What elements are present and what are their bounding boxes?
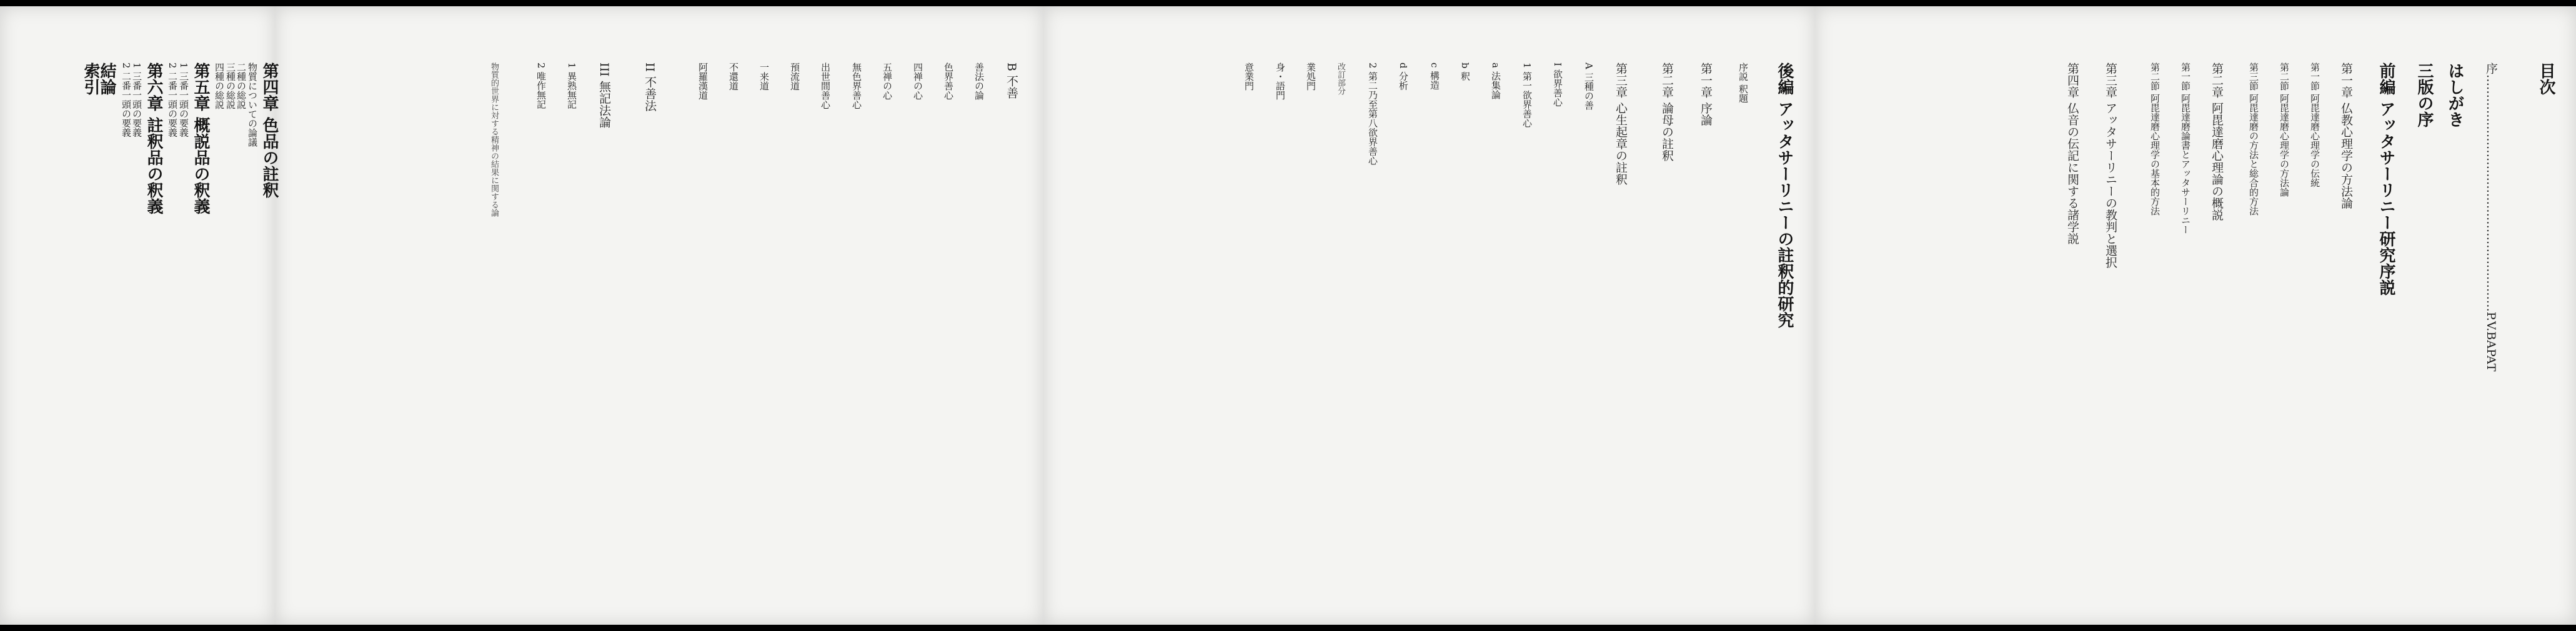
toc-line: 1 第一欲界善心 (1521, 62, 1533, 128)
toc-line: 業処門 (1305, 62, 1316, 91)
toc-line: 1 異熟無記 (566, 62, 577, 109)
toc-line: 物質的世界に対する精神の結果に関する論 (489, 62, 499, 217)
toc-line: 意業門 (1243, 62, 1255, 91)
toc-line: 第四章 仏音の伝記に関する諸学説 (2066, 62, 2079, 245)
toc-line: 身・語門 (1275, 62, 1286, 100)
toc-line: 二種の総説 (236, 62, 247, 109)
page-4 (0, 6, 279, 625)
page-2 (1043, 6, 1815, 625)
toc-line: 後編 アッタサーリニーの註釈的研究 (1775, 62, 1794, 329)
toc-line: 第一章 序論 (1699, 62, 1713, 126)
toc-line: 第一節 阿毘達磨論書とアッタサーリニー (2180, 62, 2191, 234)
toc-line: 四禅の心 (912, 62, 923, 100)
toc-line: A 三種の善 (1583, 62, 1594, 110)
toc-line: 第二章 阿毘達磨心理論の概説 (2210, 62, 2224, 221)
toc-line: 2 第二乃至第八欲界善心 (1367, 62, 1378, 166)
toc-line: 四種の総説 (214, 62, 225, 109)
page-1 (1815, 6, 2576, 625)
toc-line: 前編 アッタサーリニー研究序説 (2377, 62, 2395, 296)
page-3 (275, 6, 1043, 625)
toc-line: 第二節 阿毘達磨心理学の方法論 (2279, 62, 2290, 197)
toc-line: 目次 (2537, 62, 2555, 95)
toc-line: 第四章 色品の註釈 (260, 62, 279, 199)
toc-line: c 構造 (1429, 62, 1440, 90)
toc-line: 物質についての論議 (247, 62, 258, 147)
toc-line: 改訂部分 (1336, 62, 1345, 95)
toc-line: 序……………………………………………………P.V.BAPAT (2484, 62, 2498, 372)
toc-line: 2 二番一頭の要義 (121, 62, 132, 137)
toc-line: I 欲界善心 (1552, 62, 1563, 107)
toc-line: 不還道 (728, 62, 739, 91)
toc-line: b 釈 (1460, 62, 1471, 81)
toc-line: 第六章 註釈品の釈義 (144, 62, 163, 215)
toc-line: B 不善 (1005, 62, 1018, 99)
toc-line: 第二章 論母の註釈 (1660, 62, 1674, 162)
toc-line: 序説 釈題 (1738, 62, 1749, 103)
toc-line: II 不善法 (643, 62, 657, 112)
toc-line: 三種の総説 (225, 62, 236, 109)
toc-line: 1 三番一頭の要義 (131, 62, 142, 137)
toc-line: 1 三番一頭の要義 (178, 62, 189, 137)
toc-line: 一来道 (758, 62, 770, 91)
toc-line: 第三章 心生起章の註釈 (1614, 62, 1628, 186)
toc-line: 三版の序 (2415, 62, 2434, 127)
toc-line: 出世間善心 (820, 62, 831, 109)
toc-line: 阿羅漢道 (697, 62, 709, 100)
toc-line: 第一章 仏教心理学の方法論 (2339, 62, 2353, 209)
toc-line: はしがき (2445, 62, 2464, 127)
toc-line: III 無記法論 (597, 62, 611, 128)
toc-line: d 分析 (1398, 62, 1409, 91)
toc-line: 第三章 アッタサーリニーの教判と選択 (2104, 62, 2117, 269)
toc-line: 善法の論 (973, 62, 985, 100)
toc-line: 結論 (97, 62, 116, 95)
toc-line: a 法集論 (1490, 62, 1501, 99)
toc-line: 第二節 阿毘達磨心理学の基本的方法 (2149, 62, 2161, 216)
toc-line: 五禅の心 (882, 62, 893, 100)
toc-line: 第一節 阿毘達磨心理学の伝統 (2309, 62, 2320, 187)
toc-line: 第三節 阿毘達磨の方法と総合的方法 (2248, 62, 2259, 216)
toc-line: 預流道 (789, 62, 800, 91)
toc-line: 2 唯作無記 (535, 62, 547, 109)
toc-line: 無色界善心 (851, 62, 862, 109)
toc-line: 色界善心 (943, 62, 954, 100)
toc-line: 2 二番一頭の要義 (167, 62, 178, 137)
toc-line: 索引 (81, 62, 100, 95)
toc-line: 第五章 概説品の釈義 (191, 62, 210, 215)
